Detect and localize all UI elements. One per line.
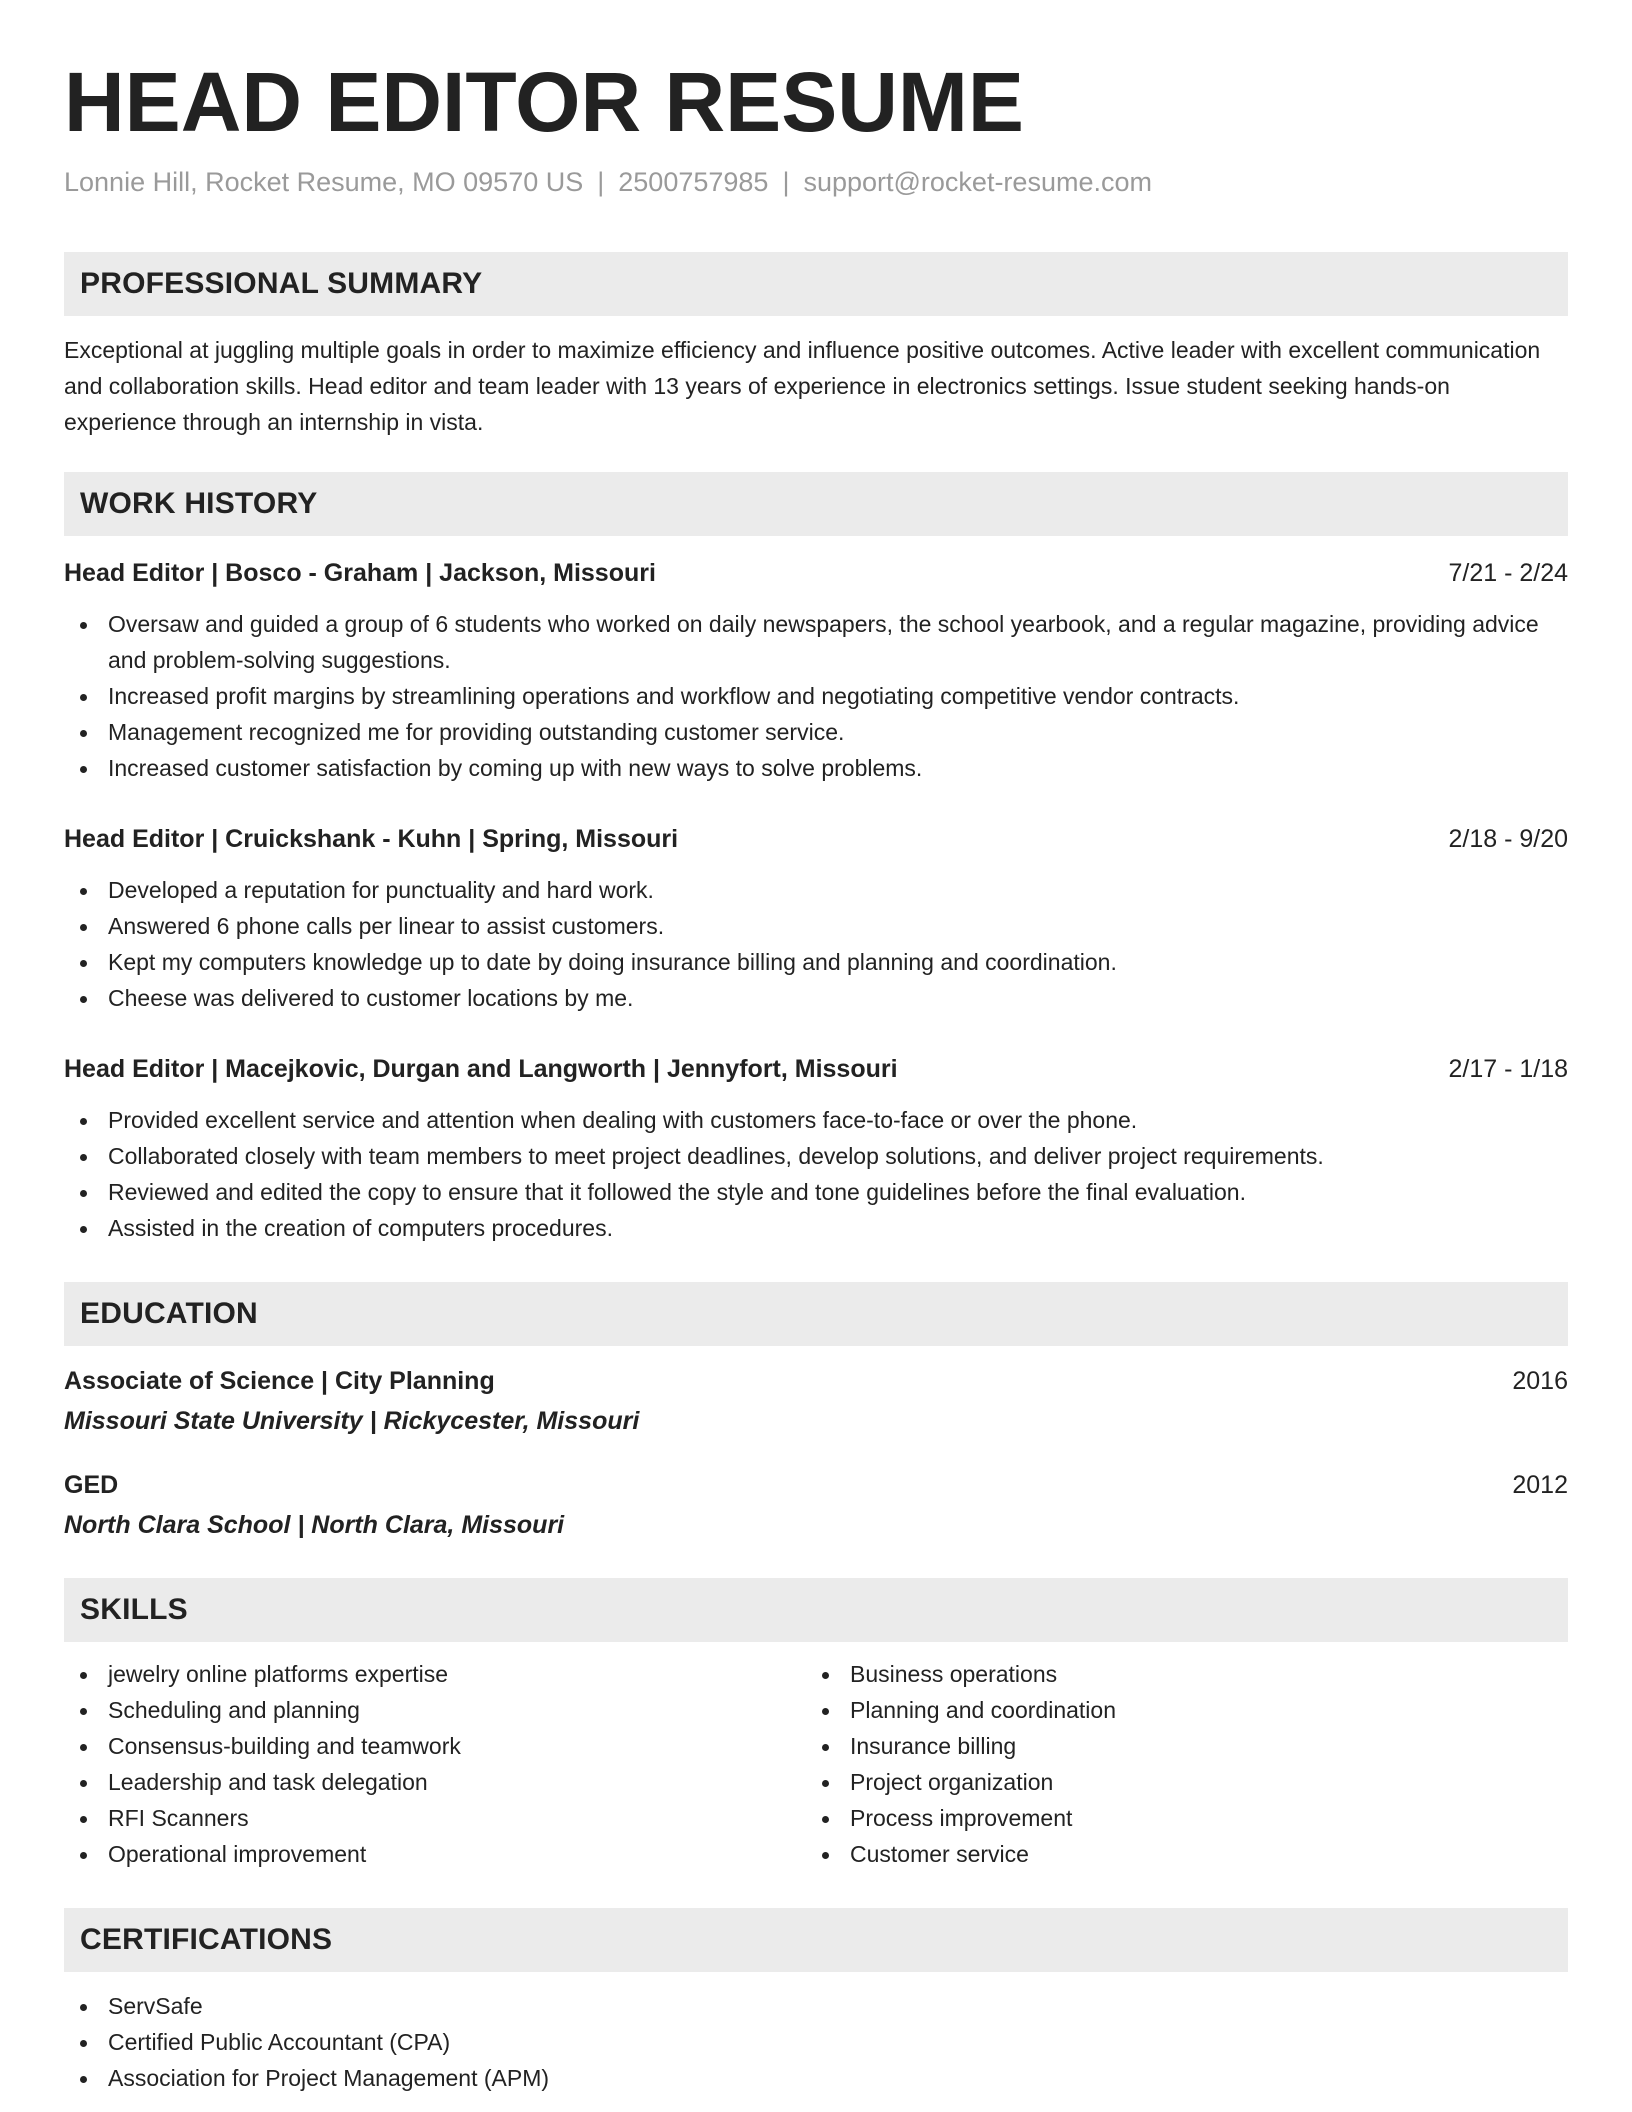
education-degree: GED <box>64 1470 119 1499</box>
education-entry <box>64 1468 1568 1542</box>
contact-separator: | <box>782 166 790 197</box>
job-bullet: Developed a reputation for punctuality and hard work. <box>64 872 1568 908</box>
education-school: Missouri State University | Rickycester, Missouri <box>64 1406 640 1435</box>
skills-columns <box>64 1656 1568 1872</box>
skill-item: Customer service <box>806 1836 1548 1872</box>
skill-item: Consensus-building and teamwork <box>64 1728 806 1764</box>
job-bullet: Provided excellent service and attention when dealing with customers face-to-face or over the phone. <box>64 1102 1568 1138</box>
job-dates: 2/17 - 1/18 <box>1448 1054 1568 1083</box>
job-title: Head Editor | Cruickshank - Kuhn | Spring, Missouri <box>64 824 679 853</box>
job-bullet: Assisted in the creation of computers procedures. <box>64 1210 1568 1246</box>
contact-line <box>64 165 1568 200</box>
job-bullet: Collaborated closely with team members to meet project deadlines, develop solutions, and deliver project requirements. <box>64 1138 1568 1174</box>
skill-item: Planning and coordination <box>806 1692 1548 1728</box>
job-bullets <box>64 606 1568 786</box>
job-bullet: Increased customer satisfaction by coming up with new ways to solve problems. <box>64 750 1568 786</box>
skills-list-right <box>806 1656 1548 1872</box>
resume-page <box>64 0 1568 2096</box>
section-heading-summary: PROFESSIONAL SUMMARY <box>64 252 1568 316</box>
skill-item: Process improvement <box>806 1800 1548 1836</box>
job-entry <box>64 1052 1568 1246</box>
resume-title: HEAD EDITOR RESUME <box>64 55 1024 149</box>
job-bullet: Answered 6 phone calls per linear to assist customers. <box>64 908 1568 944</box>
job-bullet: Kept my computers knowledge up to date by doing insurance billing and planning and coordination. <box>64 944 1568 980</box>
job-bullet: Reviewed and edited the copy to ensure that it followed the style and tone guidelines before the final evaluation. <box>64 1174 1568 1210</box>
section-heading-work-history: WORK HISTORY <box>64 472 1568 536</box>
skill-item: Business operations <box>806 1656 1548 1692</box>
job-bullet: Management recognized me for providing outstanding customer service. <box>64 714 1568 750</box>
contact-phone: 2500757985 <box>618 166 769 197</box>
job-title: Head Editor | Bosco - Graham | Jackson, Missouri <box>64 558 656 587</box>
certification-item: Certified Public Accountant (CPA) <box>64 2024 1568 2060</box>
skill-item: jewelry online platforms expertise <box>64 1656 806 1692</box>
job-bullet: Cheese was delivered to customer locations by me. <box>64 980 1568 1016</box>
contact-separator: | <box>597 166 605 197</box>
certification-item: Association for Project Management (APM) <box>64 2060 1568 2096</box>
section-heading-skills: SKILLS <box>64 1578 1568 1642</box>
skill-item: Operational improvement <box>64 1836 806 1872</box>
section-heading-education: EDUCATION <box>64 1282 1568 1346</box>
skills-list-left <box>64 1656 806 1872</box>
section-heading-certifications: CERTIFICATIONS <box>64 1908 1568 1972</box>
certification-item: ServSafe <box>64 1988 1568 2024</box>
certifications-list <box>64 1988 1568 2096</box>
job-entry <box>64 822 1568 1016</box>
skill-item: Scheduling and planning <box>64 1692 806 1728</box>
job-entry <box>64 556 1568 786</box>
skill-item: Project organization <box>806 1764 1548 1800</box>
summary-text: Exceptional at juggling multiple goals in order to maximize efficiency and influence positive outcomes. Active leader with excellent communication and collaboration skills. Head editor and team leader with 13 years of experience in electronics settings. Issue student seeking hands-on experience through an internship in vista. <box>64 336 1541 435</box>
education-year: 2016 <box>1512 1366 1568 1395</box>
job-dates: 7/21 - 2/24 <box>1448 558 1568 587</box>
skill-item: RFI Scanners <box>64 1800 806 1836</box>
job-bullets <box>64 1102 1568 1246</box>
education-year: 2012 <box>1512 1470 1568 1499</box>
job-dates: 2/18 - 9/20 <box>1448 824 1568 853</box>
job-bullet: Increased profit margins by streamlining operations and workflow and negotiating competitive vendor contracts. <box>64 678 1568 714</box>
education-entry <box>64 1364 1568 1438</box>
skill-item: Insurance billing <box>806 1728 1548 1764</box>
contact-address: Lonnie Hill, Rocket Resume, MO 09570 US <box>64 166 584 197</box>
education-degree: Associate of Science | City Planning <box>64 1366 495 1395</box>
contact-email: support@rocket-resume.com <box>803 166 1152 197</box>
skill-item: Leadership and task delegation <box>64 1764 806 1800</box>
job-bullets <box>64 872 1568 1016</box>
education-school: North Clara School | North Clara, Missouri <box>64 1510 565 1539</box>
job-title: Head Editor | Macejkovic, Durgan and Langworth | Jennyfort, Missouri <box>64 1054 898 1083</box>
job-bullet: Oversaw and guided a group of 6 students who worked on daily newspapers, the school yearbook, and a regular magazine, providing advice and problem-solving suggestions. <box>64 606 1568 678</box>
